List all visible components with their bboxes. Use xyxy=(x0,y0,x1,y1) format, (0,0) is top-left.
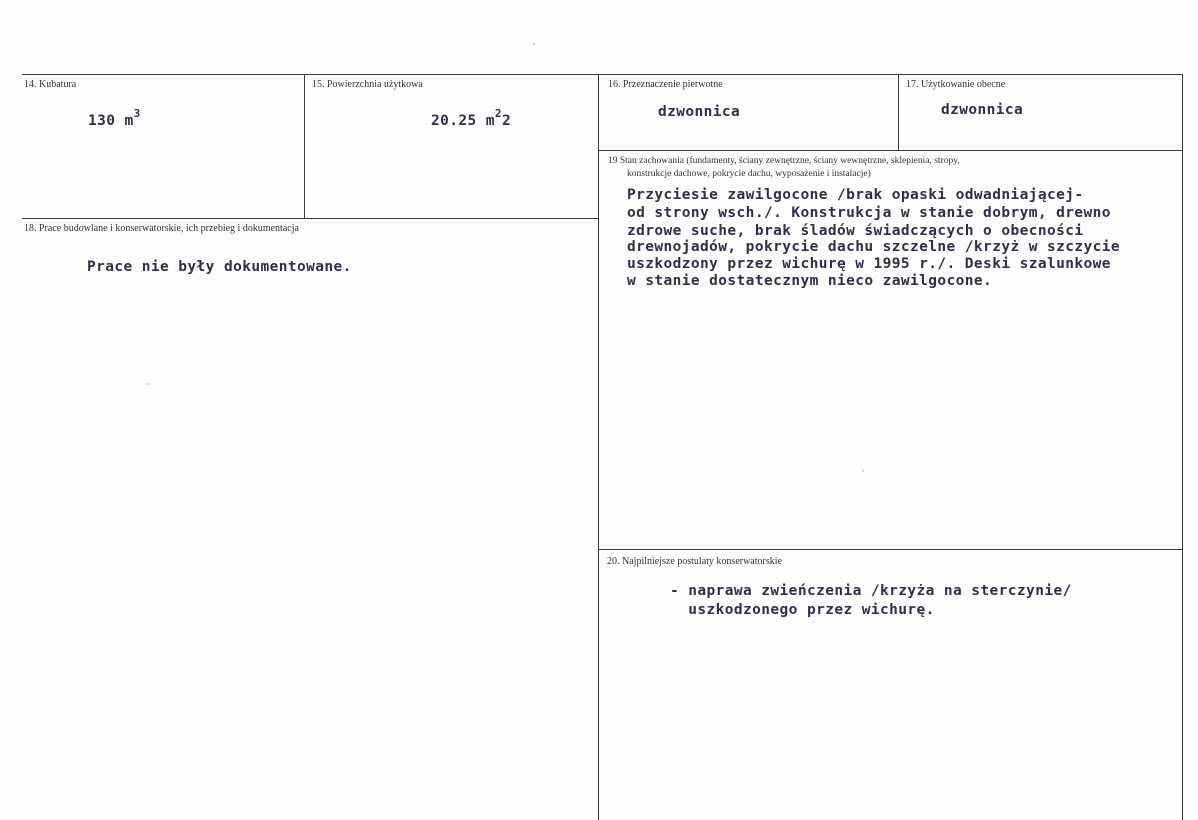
top-rule xyxy=(22,74,1182,75)
field-19-line-6: w stanie dostatecznym nieco zawilgocone. xyxy=(627,273,993,289)
field-15-label: 15. Powierzchnia użytkowa xyxy=(312,79,423,90)
rule-19-bottom xyxy=(598,549,1182,550)
paper-speck xyxy=(533,43,535,45)
field-20-line-1: - naprawa zwieńczenia /krzyża na sterczynie/ xyxy=(670,583,1072,599)
paper-speck xyxy=(862,470,864,472)
field-19-label-line-1: 19 Stan zachowania (fundamenty, ściany zewnętrzne, ściany wewnętrzne, sklepienia, stropy, xyxy=(608,156,960,166)
field-15-value xyxy=(431,107,511,130)
field-16-value: dzwonnica xyxy=(658,104,741,120)
field-19-label-line-2: konstrukcje dachowe, pokrycie dachu, wyposażenie i instalacje) xyxy=(627,169,871,179)
field-14-value xyxy=(88,107,141,130)
center-divider xyxy=(598,74,599,820)
field-19-line-1: Przyciesie zawilgocone /brak opaski odwadniającej- xyxy=(627,187,1084,203)
paper-speck xyxy=(147,383,149,385)
field-17-value: dzwonnica xyxy=(941,102,1024,118)
field-19-line-3: zdrowe suche, brak śladów świadczących o obecności xyxy=(627,223,1084,239)
divider-16-17 xyxy=(898,74,899,150)
area-tail: 2 xyxy=(501,112,512,129)
field-18-label: 18. Prace budowlane i konserwatorskie, ich przebieg i dokumentacja xyxy=(24,223,299,234)
kubatura-exponent: 3 xyxy=(133,107,141,120)
field-14-label: 14. Kubatura xyxy=(24,79,77,90)
kubatura-value: 130 m xyxy=(88,112,134,129)
field-20-line-2: uszkodzonego przez wichurę. xyxy=(670,602,935,618)
area-exponent: 2 xyxy=(494,107,502,120)
rule-16-17-bottom xyxy=(598,150,1182,151)
field-18-value: Prace nie były dokumentowane. xyxy=(87,259,352,275)
field-16-label: 16. Przeznaczenie pierwotne xyxy=(608,79,723,90)
rule-14-15-bottom xyxy=(22,218,598,219)
field-19-line-2: od strony wsch./. Konstrukcja w stanie dobrym, drewno xyxy=(627,205,1111,221)
divider-14-15 xyxy=(304,74,305,218)
right-edge-rule xyxy=(1182,74,1183,820)
field-19-line-4: drewnojadów, pokrycie dachu szczelne /krzyż w szczycie xyxy=(627,239,1121,255)
field-17-label: 17. Użytkowanie obecne xyxy=(906,79,1006,90)
field-19-line-5: uszkodzony przez wichurę w 1995 r./. Deski szalunkowe xyxy=(627,256,1111,272)
field-20-label: 20. Najpilniejsze postulaty konserwatorskie xyxy=(607,556,782,567)
area-value: 20.25 m xyxy=(431,112,495,129)
